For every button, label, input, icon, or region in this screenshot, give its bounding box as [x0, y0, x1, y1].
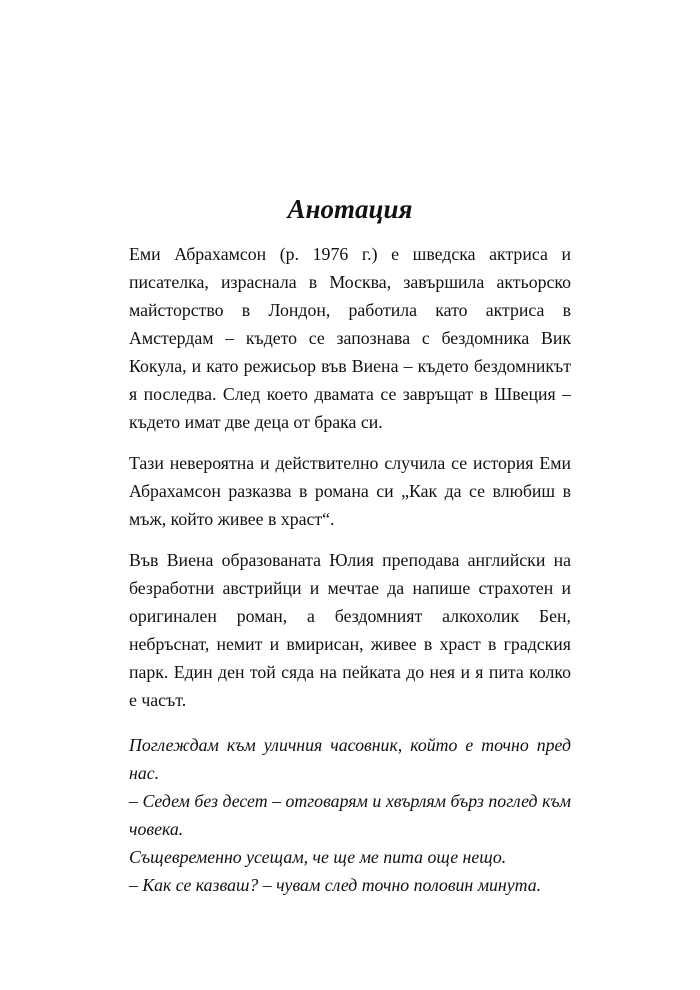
page-title: Анотация: [287, 194, 413, 224]
paragraph-author-bio: Еми Абрахамсон (р. 1976 г.) е шведска актриса и писателка, израснала в Москва, завършила актьорско майсторство в Лондон, работила като актриса в Амстердам – където се запознава с бездомника Вик Кокула, и като режисьор във Виена – където бездомникът я последва. След което двамата се завръщат в Швеция – където имат две деца от брака си.: [129, 244, 571, 432]
paragraph-novel-intro: Тази невероятна и действително случила се история Еми Абрахамсон разказва в романа си „Как да се влюбиш в мъж, който живее в храст“.: [129, 453, 571, 529]
quote-excerpt: [129, 731, 571, 899]
quote-line: – Как се казваш? – чувам след точно половин минута.: [129, 875, 542, 895]
quote-line: Поглеждам към уличния часовник, който е точно пред нас.: [129, 735, 571, 783]
paragraph-plot-summary: Във Виена образованата Юлия преподава английски на безработни австрийци и мечтае да напише страхотен и оригинален роман, а бездомният алкохолик Бен, небръснат, немит и вмирисан, живее в храст в градския парк. Един ден той сяда на пейката до нея и я пита колко е часът.: [129, 550, 571, 710]
annotation-body: [129, 240, 571, 899]
quote-line: Същевременно усещам, че ще ме пита още нещо.: [129, 847, 507, 867]
quote-line: – Седем без десет – отговарям и хвърлям бърз поглед към човека.: [129, 791, 571, 839]
